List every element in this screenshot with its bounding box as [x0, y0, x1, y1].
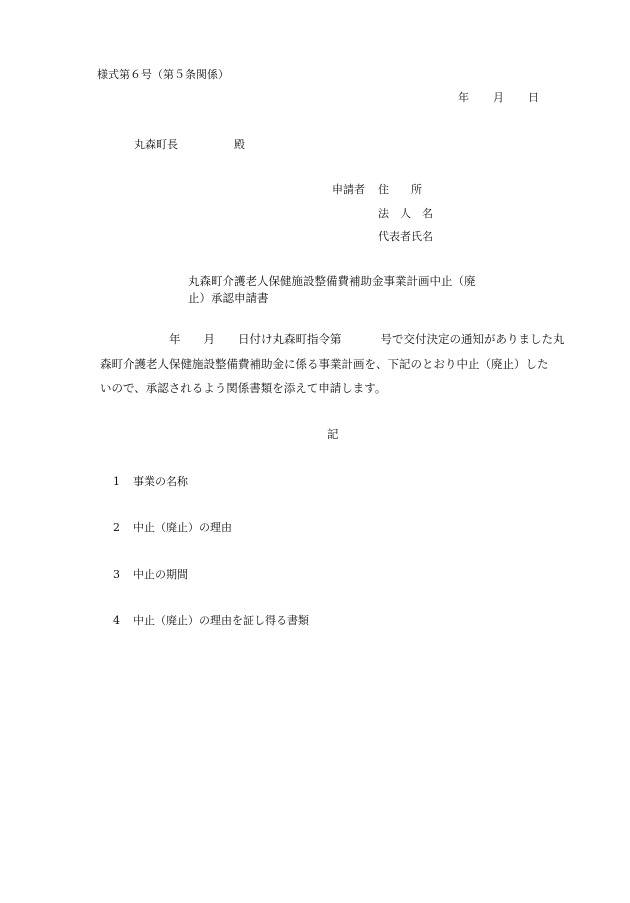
body-month: 月 — [203, 332, 215, 346]
applicant-corp-label: 法 人 名 — [378, 207, 433, 220]
addressee-name: 丸森町長 — [134, 138, 178, 151]
item-text: 中止（廃止）の理由 — [133, 521, 232, 534]
applicant-address-label: 住 所 — [378, 183, 422, 196]
item-number: 2 — [113, 521, 120, 534]
date-line — [458, 90, 539, 105]
body-text-end: 号で交付決定の通知がありました丸 — [380, 332, 565, 346]
form-number-label: 様式第６号（第５条関係） — [97, 68, 229, 81]
document-title-line2: 止）承認申請書 — [188, 291, 269, 305]
item-text: 中止の期間 — [133, 568, 188, 581]
applicant-label: 申請者 — [332, 183, 365, 196]
item-text: 中止（廃止）の理由を証し得る書類 — [133, 614, 309, 627]
date-month: 月 — [493, 91, 504, 104]
list-item — [113, 613, 309, 628]
item-number: 3 — [113, 568, 120, 581]
body-year: 年 — [169, 332, 181, 346]
list-item — [113, 520, 232, 535]
body-line-2: 森町介護老人保健施設整備費補助金に係る事業計画を、下記のとおり中止（廃止）した — [100, 357, 549, 371]
body-text-mid: 日付け丸森町指令第 — [238, 332, 342, 346]
body-line-3: いので、承認されるよう関係書類を添えて申請します。 — [100, 381, 387, 395]
addressee-honorific: 殿 — [234, 138, 245, 151]
date-day: 日 — [528, 91, 539, 104]
applicant-rep-label: 代表者氏名 — [378, 230, 433, 243]
document-title-line1: 丸森町介護老人保健施設整備費補助金事業計画中止（廃 — [188, 274, 476, 288]
list-item — [113, 474, 188, 489]
item-number: 1 — [113, 475, 120, 488]
item-text: 事業の名称 — [133, 475, 188, 488]
body-line-1 — [169, 332, 565, 347]
item-number: 4 — [113, 614, 120, 627]
ki-heading: 記 — [327, 427, 339, 441]
date-year: 年 — [458, 91, 469, 104]
addressee — [134, 137, 245, 152]
list-item — [113, 567, 188, 582]
